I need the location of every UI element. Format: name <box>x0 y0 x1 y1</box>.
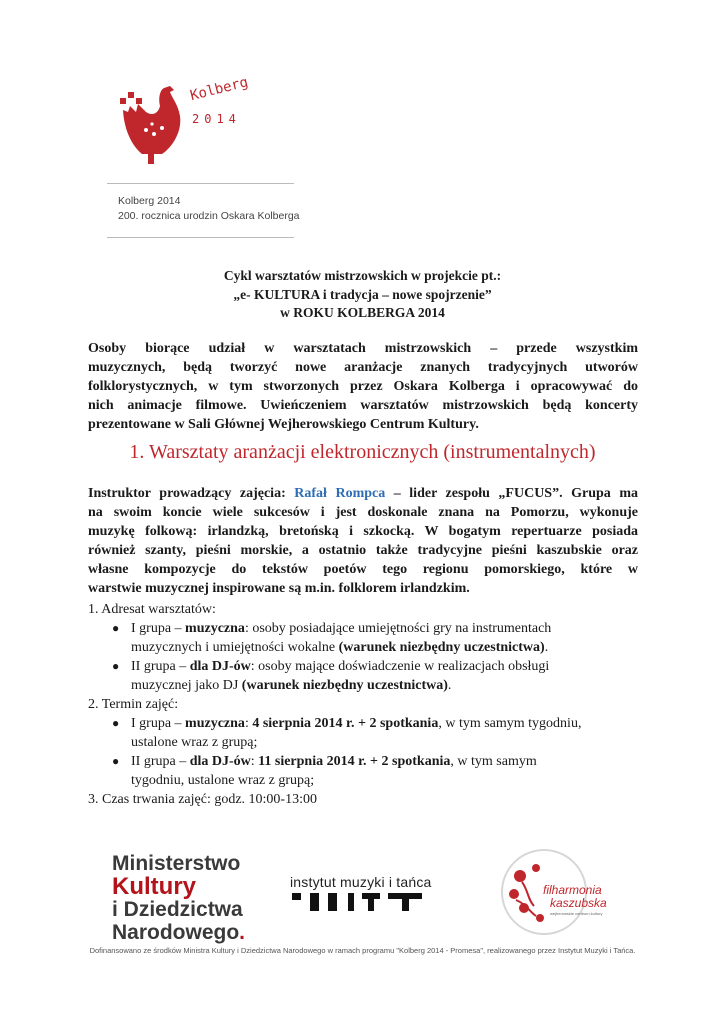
instructor-line: również szanty, pieśni morskie, a ostatnio także tradycyjne pieśni kaszubskie oraz <box>88 543 638 558</box>
filharmonia-kaszubska-logo <box>498 846 607 938</box>
intro-line: nich animacje filmowe. Uwieńczeniem warsztatów mistrzowskich będą koncerty <box>88 398 638 413</box>
group-description-cont: muzycznej jako DJ <box>131 678 242 693</box>
group-label: II grupa – <box>131 659 190 674</box>
logo-caption-anniversary: 200. rocznica urodzin Oskara Kolberga <box>118 210 300 222</box>
instructor-line: warstwie muzycznej inspirowane są m.in. folklorem irlandzkim. <box>88 581 470 596</box>
bullet-icon: ● <box>112 716 120 730</box>
instructor-line: muzykę folkową: irlandzką, bretońską i szkocką. W bogatym repertuarze posiada <box>88 524 638 539</box>
group-type: muzyczna <box>185 621 245 636</box>
intro-line: muzycznych, będą tworzyć nowe aranżacje znanych tradycyjnych utworów <box>88 360 638 375</box>
ministry-dot: . <box>239 921 246 944</box>
period: . <box>544 640 549 655</box>
item-schedule-heading: 2. Termin zajęć: <box>88 697 179 712</box>
schedule-group-2 <box>131 752 537 771</box>
schedule-date: 11 sierpnia 2014 r. + 2 spotkania <box>258 754 451 769</box>
group-type: muzyczna <box>185 716 245 731</box>
ministry-word-1: Ministerstwo <box>112 852 241 875</box>
group-description: : osoby mające doświadczenie w realizacjach obsługi <box>250 659 550 674</box>
colon: : <box>250 754 259 769</box>
period: . <box>447 678 452 693</box>
logo-divider-bottom <box>107 237 294 238</box>
funding-note: Dofinansowano ze środków Ministra Kultury i Dziedzictwa Narodowego w ramach programu "Kolberg 2014 - Promesa", realizowanego przez Instytut Muzyki i Tańca. <box>89 946 636 955</box>
group-label: II grupa – <box>131 754 190 769</box>
group-label: I grupa – <box>131 716 186 731</box>
imit-logo-text: instytut muzyki i tańca <box>290 874 432 890</box>
group-label: I grupa – <box>131 621 186 636</box>
audience-group-1 <box>131 619 551 638</box>
group-type: dla DJ-ów <box>189 754 251 769</box>
bullet-icon: ● <box>112 621 120 635</box>
title-line-1: Cykl warsztatów mistrzowskich w projekcie pt.: <box>223 268 502 283</box>
schedule-note: , w tym samym tygodniu, <box>438 716 582 731</box>
schedule-group-2-cont: tygodniu, ustalone wraz z grupą; <box>131 773 315 788</box>
audience-group-2 <box>131 657 549 676</box>
wck-subtitle: wejherowskie centrum kultury <box>550 911 603 916</box>
group-description: : osoby posiadające umiejętności gry na instrumentach <box>244 621 552 636</box>
kolberg-2014-logo <box>108 68 258 173</box>
item-audience-heading: 1. Adresat warsztatów: <box>88 602 216 617</box>
instructor-name: Rafał Rompca <box>294 486 386 501</box>
instructor-band: – lider zespołu „FUCUS”. Grupa ma <box>385 486 638 501</box>
group-description-cont: muzycznych i umiejętności wokalne <box>131 640 339 655</box>
bullet-icon: ● <box>112 754 120 768</box>
filharmonia-word: filharmonia <box>543 883 602 897</box>
requirement-note: (warunek niezbędny uczestnictwa) <box>338 640 545 655</box>
audience-group-1-cont <box>131 638 548 657</box>
title-line-3: w ROKU KOLBERGA 2014 <box>280 305 445 320</box>
ministry-word-2: Kultury <box>112 873 196 900</box>
schedule-group-1 <box>131 714 581 733</box>
schedule-date: 4 sierpnia 2014 r. + 2 spotkania <box>252 716 439 731</box>
instructor-line: własne kompozycje do tekstów poetów tego regionu pomorskiego, które w <box>88 562 638 577</box>
title-line-2: „e- KULTURA i tradycja – nowe spojrzenie” <box>233 287 492 302</box>
imit-logo-mark-icon <box>292 893 422 911</box>
instructor-line-first <box>88 484 638 503</box>
logo-word: Kolberg <box>188 74 250 105</box>
requirement-note: (warunek niezbędny uczestnictwa) <box>241 678 448 693</box>
section-heading: 1. Warsztaty aranżacji elektronicznych (instrumentalnych) <box>129 441 596 463</box>
logo-year: 2014 <box>192 112 241 126</box>
instructor-line: na swoim koncie wiele sukcesów i jest doskonale znana na Pomorzu, wykonuje <box>88 505 638 520</box>
bullet-icon: ● <box>112 659 120 673</box>
intro-line: prezentowane w Sali Głównej Wejherowskiego Centrum Kultury. <box>88 417 479 432</box>
logo-divider-top <box>107 183 294 184</box>
logo-caption-year: Kolberg 2014 <box>118 195 181 207</box>
ministry-of-culture-logo <box>112 852 245 944</box>
schedule-note: , w tym samym <box>450 754 537 769</box>
group-type: dla DJ-ów <box>189 659 251 674</box>
intro-line: Osoby biorące udział w warsztatach mistrzowskich – przede wszystkim <box>88 341 638 356</box>
colon: : <box>244 716 253 731</box>
schedule-group-1-cont: ustalone wraz z grupą; <box>131 735 258 750</box>
audience-group-2-cont <box>131 676 451 695</box>
instructor-label: Instruktor prowadzący zajęcia: <box>88 486 295 501</box>
ministry-word-4-line <box>112 921 245 944</box>
item-duration: 3. Czas trwania zajęć: godz. 10:00-13:00 <box>88 792 317 807</box>
rooster-icon <box>120 86 180 164</box>
intro-line: folklorystycznych, w tym stworzonych przez Oskara Kolberga i opracowywać do <box>88 379 638 394</box>
kaszubska-word: kaszubska <box>550 896 607 910</box>
ministry-word-4: Narodowego <box>112 921 240 944</box>
folk-flower-icon <box>509 864 544 922</box>
ministry-word-3: i Dziedzictwa <box>112 898 243 921</box>
